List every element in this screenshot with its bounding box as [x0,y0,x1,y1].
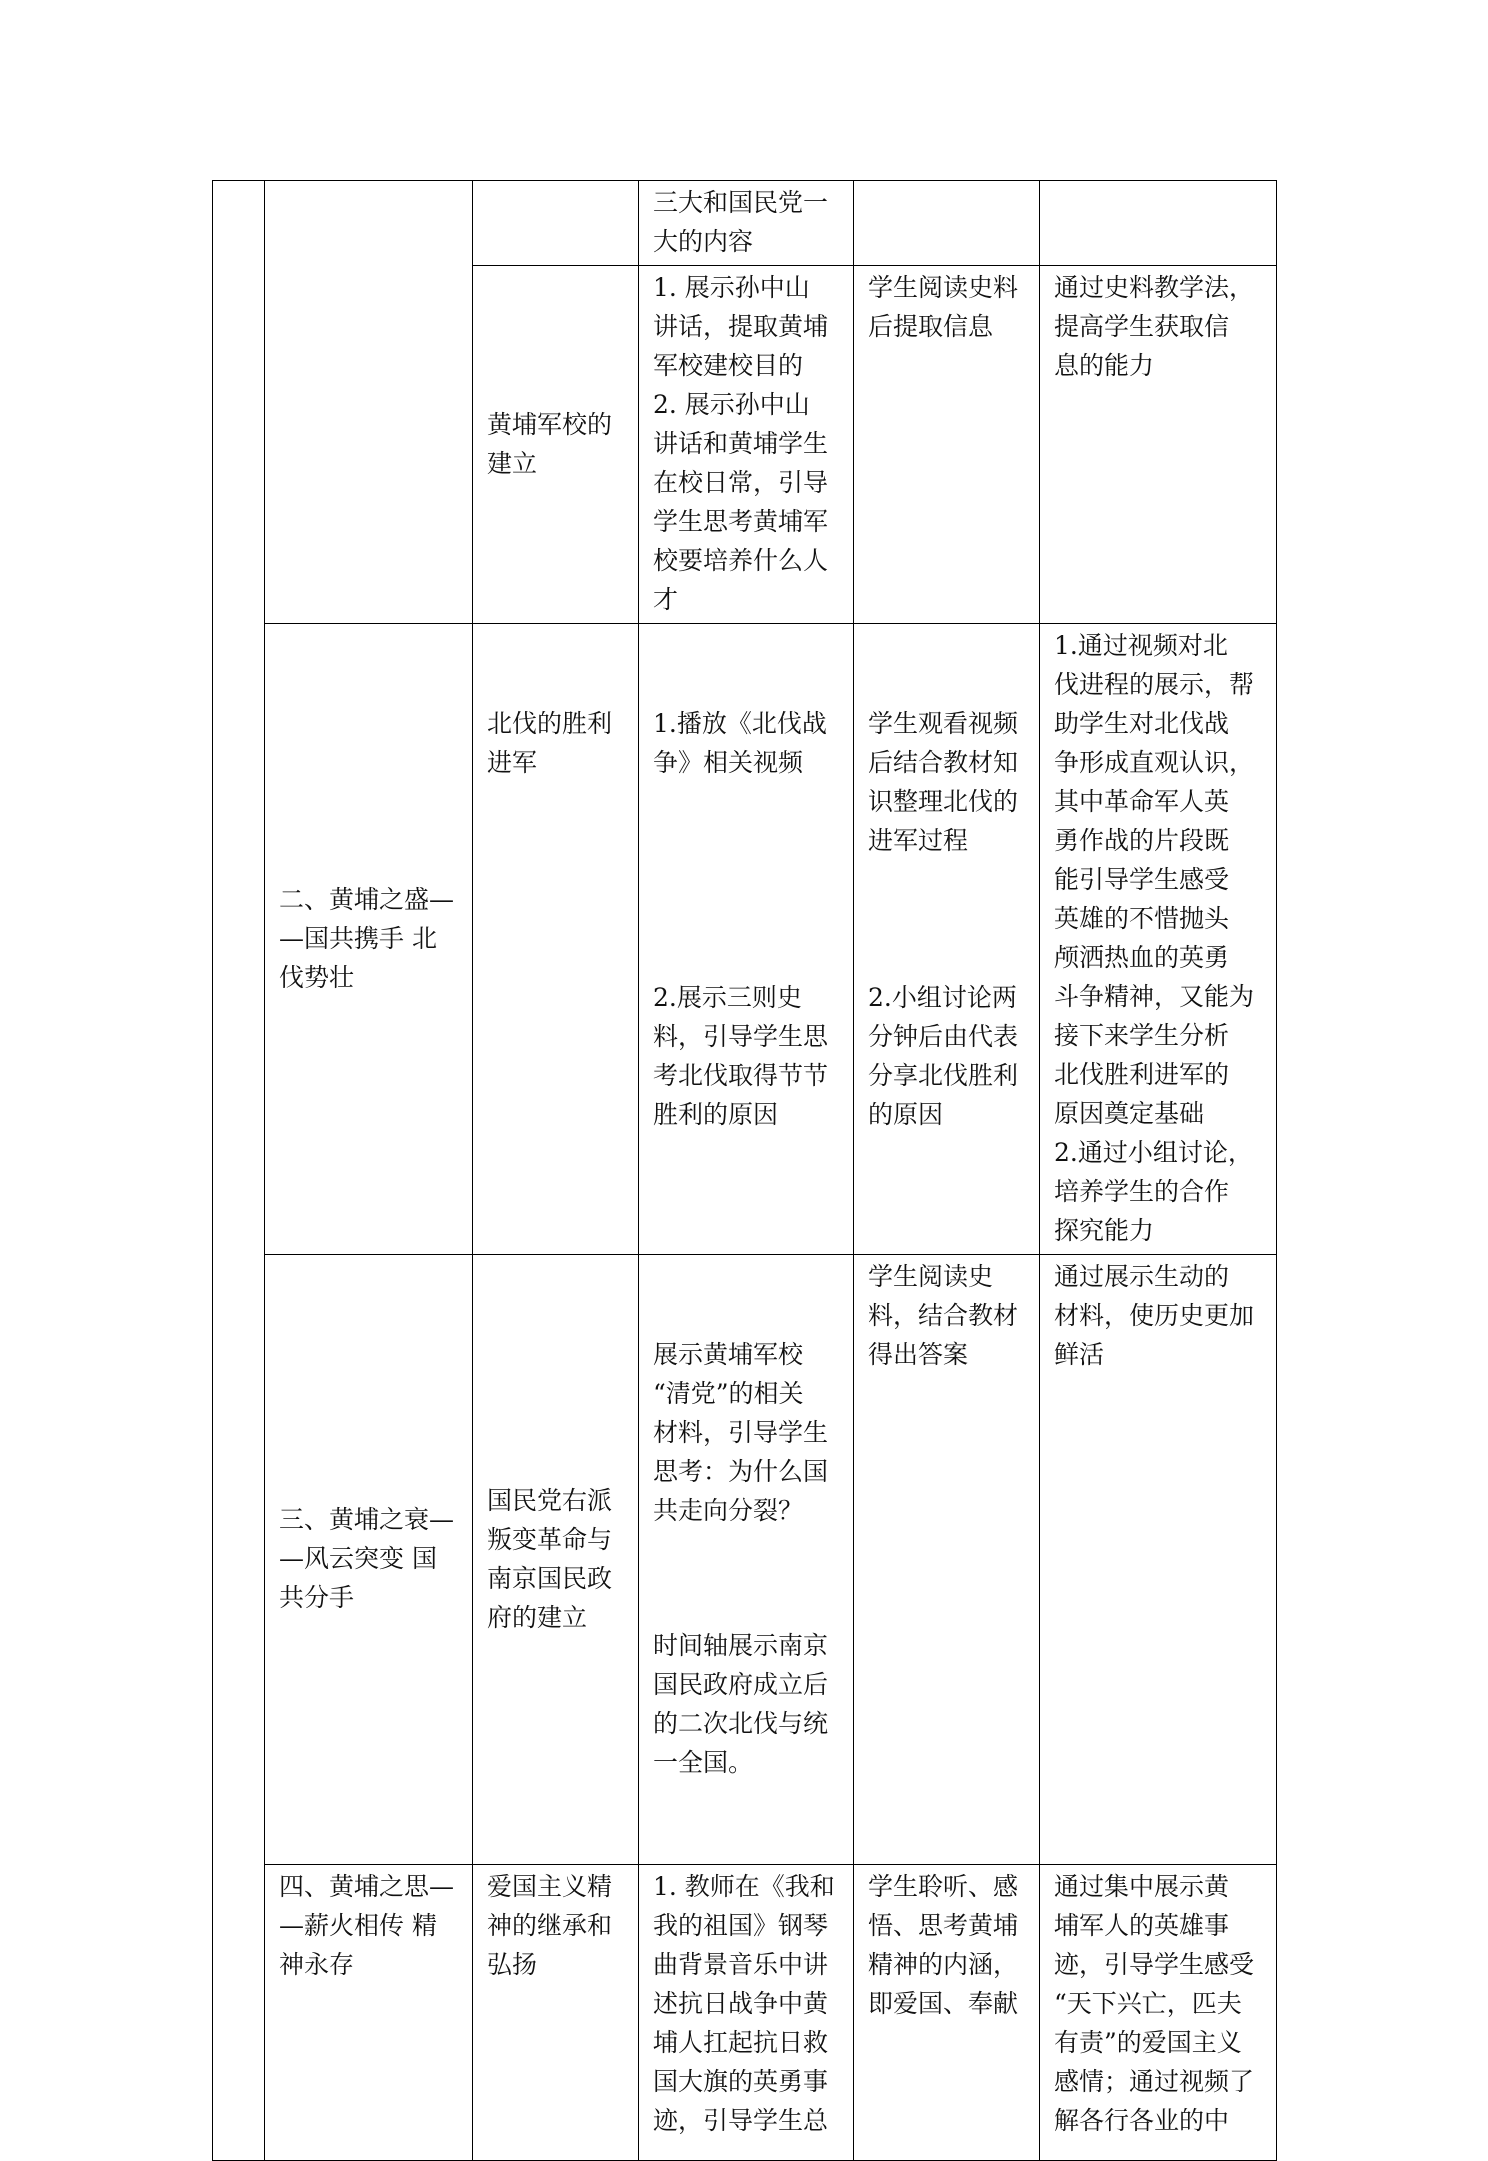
blank-left-column [213,181,265,2161]
table-row [213,181,1277,266]
teacher-activity-cell: 1. 教师在《我和 我的祖国》钢琴 曲背景音乐中讲 述抗日战争中黄 埔人扛起抗日救 国大旗的英勇事 迹，引导学生总 [639,1865,854,2161]
design-intent-cell: 通过史料教学法， 提高学生获取信 息的能力 [1040,266,1277,624]
student-activity-cell: 学生聆听、感 悟、思考黄埔 精神的内涵， 即爱国、奉献 [854,1865,1040,2161]
design-intent-cell [1040,181,1277,266]
table-row [213,1255,1277,1865]
teacher-activity-cell: 1.播放《北伐战 争》相关视频 2.展示三则史 料，引导学生思 考北伐取得节节 胜利的原因 [639,624,854,1255]
topic-cell: 黄埔军校的 建立 [473,266,639,624]
lesson-plan-table [212,180,1277,2161]
student-activity-cell: 学生观看视频 后结合教材知 识整理北伐的 进军过程 2.小组讨论两 分钟后由代表 分享北伐胜利 的原因 [854,624,1040,1255]
student-activity-cell: 学生阅读史料 后提取信息 [854,266,1040,624]
stage-cell: 二、黄埔之盛— —国共携手 北 伐势壮 [265,624,473,1255]
stage-cell: 四、黄埔之思— —薪火相传 精 神永存 [265,1865,473,2161]
stage-cell [265,181,473,624]
table-row [213,624,1277,1255]
design-intent-cell: 通过集中展示黄 埔军人的英雄事 迹，引导学生感受 “天下兴亡，匹夫 有责”的爱国主义 感情；通过视频了 解各行各业的中 [1040,1865,1277,2161]
student-activity-cell: 学生阅读史 料，结合教材 得出答案 [854,1255,1040,1865]
topic-cell: 北伐的胜利 进军 [473,624,639,1255]
teacher-activity-cell: 1. 展示孙中山 讲话，提取黄埔 军校建校目的 2. 展示孙中山 讲话和黄埔学生 在校日常，引导 学生思考黄埔军 校要培养什么人 才 [639,266,854,624]
design-intent-cell: 通过展示生动的 材料，使历史更加 鲜活 [1040,1255,1277,1865]
student-activity-cell [854,181,1040,266]
table-row [213,1865,1277,2161]
topic-cell: 爱国主义精 神的继承和 弘扬 [473,1865,639,2161]
topic-cell: 国民党右派 叛变革命与 南京国民政 府的建立 [473,1255,639,1865]
stage-cell: 三、黄埔之衰— —风云突变 国 共分手 [265,1255,473,1865]
teacher-activity-cell: 展示黄埔军校 “清党”的相关 材料，引导学生 思考：为什么国 共走向分裂？ 时间轴展示南京 国民政府成立后 的二次北伐与统 一全国。 [639,1255,854,1865]
teacher-activity-cell: 三大和国民党一 大的内容 [639,181,854,266]
topic-cell [473,181,639,266]
design-intent-cell: 1.通过视频对北 伐进程的展示，帮 助学生对北伐战 争形成直观认识， 其中革命军人英 勇作战的片段既 能引导学生感受 英雄的不惜抛头 颅洒热血的英勇 斗争精神，又能为 接下来学生分析 北伐胜利进军的 原因奠定基础 2.通过小组讨论， 培养学生的合作 探究能力 [1040,624,1277,1255]
